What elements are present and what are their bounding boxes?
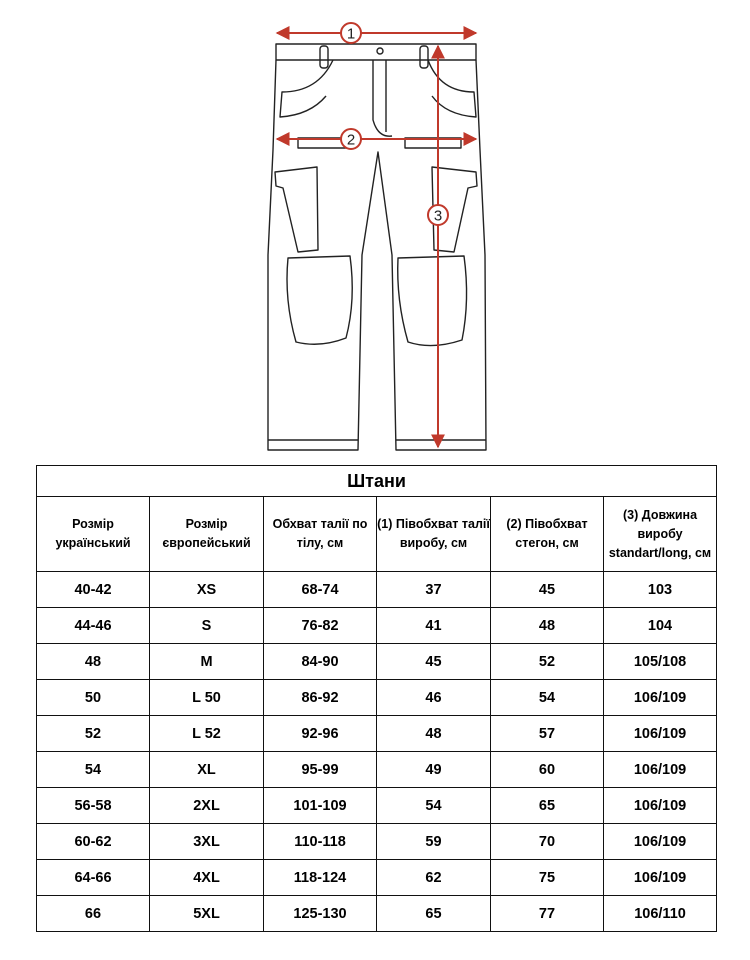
cell-eu-size: 2XL: [150, 788, 264, 824]
cell-body-waist: 101-109: [264, 788, 377, 824]
cell-half-hips: 54: [491, 680, 604, 716]
pants-diagram: [0, 0, 750, 462]
cell-length: 106/109: [604, 752, 717, 788]
cell-half-waist: 41: [377, 608, 491, 644]
table-row: [37, 608, 717, 644]
table-row: [37, 860, 717, 896]
cell-eu-size: 5XL: [150, 896, 264, 932]
fly-seam: [373, 60, 392, 136]
table-row: [37, 824, 717, 860]
cell-half-waist: 65: [377, 896, 491, 932]
cell-length: 106/109: [604, 860, 717, 896]
cell-half-waist: 48: [377, 716, 491, 752]
header-half-waist: (1) Півобхват талії виробу, см: [377, 497, 491, 572]
table-body: [37, 572, 717, 932]
cell-body-waist: 84-90: [264, 644, 377, 680]
cell-eu-size: L 50: [150, 680, 264, 716]
measurement-markers: [277, 33, 476, 447]
cell-body-waist: 118-124: [264, 860, 377, 896]
cell-ua-size: 64-66: [37, 860, 150, 896]
cell-eu-size: 3XL: [150, 824, 264, 860]
table-title-row: [37, 466, 717, 497]
header-ua-size: Розмір український: [37, 497, 150, 572]
cell-half-hips: 75: [491, 860, 604, 896]
cell-ua-size: 56-58: [37, 788, 150, 824]
pants-silhouette: [268, 60, 486, 450]
cell-ua-size: 66: [37, 896, 150, 932]
cell-half-hips: 45: [491, 572, 604, 608]
cargo-pocket-left: [275, 167, 318, 252]
belt-loop: [420, 46, 428, 68]
cell-ua-size: 40-42: [37, 572, 150, 608]
cell-body-waist: 110-118: [264, 824, 377, 860]
cell-eu-size: 4XL: [150, 860, 264, 896]
cell-half-waist: 46: [377, 680, 491, 716]
header-length: (3) Довжина виробу standart/long, см: [604, 497, 717, 572]
cell-body-waist: 86-92: [264, 680, 377, 716]
table-row: [37, 788, 717, 824]
cell-length: 104: [604, 608, 717, 644]
header-half-hips: (2) Півобхват стегон, см: [491, 497, 604, 572]
cell-ua-size: 54: [37, 752, 150, 788]
cell-length: 106/109: [604, 824, 717, 860]
cell-body-waist: 76-82: [264, 608, 377, 644]
table-row: [37, 752, 717, 788]
cell-eu-size: M: [150, 644, 264, 680]
cell-half-hips: 70: [491, 824, 604, 860]
table-header-row: [37, 497, 717, 572]
marker-badge-2: [341, 129, 361, 149]
cell-half-waist: 59: [377, 824, 491, 860]
cell-half-hips: 65: [491, 788, 604, 824]
cell-half-waist: 45: [377, 644, 491, 680]
size-table: [36, 465, 717, 932]
cell-body-waist: 68-74: [264, 572, 377, 608]
cell-length: 106/109: [604, 788, 717, 824]
knee-pad-left: [287, 256, 352, 344]
front-pocket-right: [428, 60, 476, 117]
pants-outline: [268, 44, 486, 450]
cell-body-waist: 125-130: [264, 896, 377, 932]
cell-half-waist: 54: [377, 788, 491, 824]
marker-label-1: 1: [346, 25, 356, 43]
cell-half-hips: 60: [491, 752, 604, 788]
waistband: [276, 44, 476, 60]
cell-length: 106/109: [604, 680, 717, 716]
cell-ua-size: 60-62: [37, 824, 150, 860]
cell-half-hips: 77: [491, 896, 604, 932]
cell-ua-size: 48: [37, 644, 150, 680]
cell-length: 105/108: [604, 644, 717, 680]
cell-eu-size: XS: [150, 572, 264, 608]
cell-body-waist: 92-96: [264, 716, 377, 752]
marker-label-2: 2: [346, 131, 356, 149]
cell-half-waist: 49: [377, 752, 491, 788]
cell-length: 103: [604, 572, 717, 608]
marker-badge-3: [428, 205, 448, 225]
knee-pad-right: [398, 256, 467, 346]
belt-loop: [320, 46, 328, 68]
cell-eu-size: XL: [150, 752, 264, 788]
table-row: [37, 644, 717, 680]
cell-half-hips: 48: [491, 608, 604, 644]
table-row: [37, 680, 717, 716]
table-row: [37, 572, 717, 608]
header-eu-size: Розмір європейський: [150, 497, 264, 572]
header-body-waist: Обхват талії по тілу, см: [264, 497, 377, 572]
button: [377, 48, 383, 54]
cell-eu-size: S: [150, 608, 264, 644]
table-row: [37, 716, 717, 752]
cell-half-hips: 57: [491, 716, 604, 752]
cell-half-waist: 62: [377, 860, 491, 896]
cell-half-hips: 52: [491, 644, 604, 680]
cell-ua-size: 44-46: [37, 608, 150, 644]
cell-half-waist: 37: [377, 572, 491, 608]
table-title: Штани: [37, 466, 717, 497]
cell-eu-size: L 52: [150, 716, 264, 752]
marker-badge-1: [341, 23, 361, 43]
marker-badges: [341, 23, 448, 225]
table-row: [37, 896, 717, 932]
cell-ua-size: 52: [37, 716, 150, 752]
cell-length: 106/110: [604, 896, 717, 932]
cell-length: 106/109: [604, 716, 717, 752]
cell-body-waist: 95-99: [264, 752, 377, 788]
cell-ua-size: 50: [37, 680, 150, 716]
marker-label-3: 3: [433, 207, 443, 225]
